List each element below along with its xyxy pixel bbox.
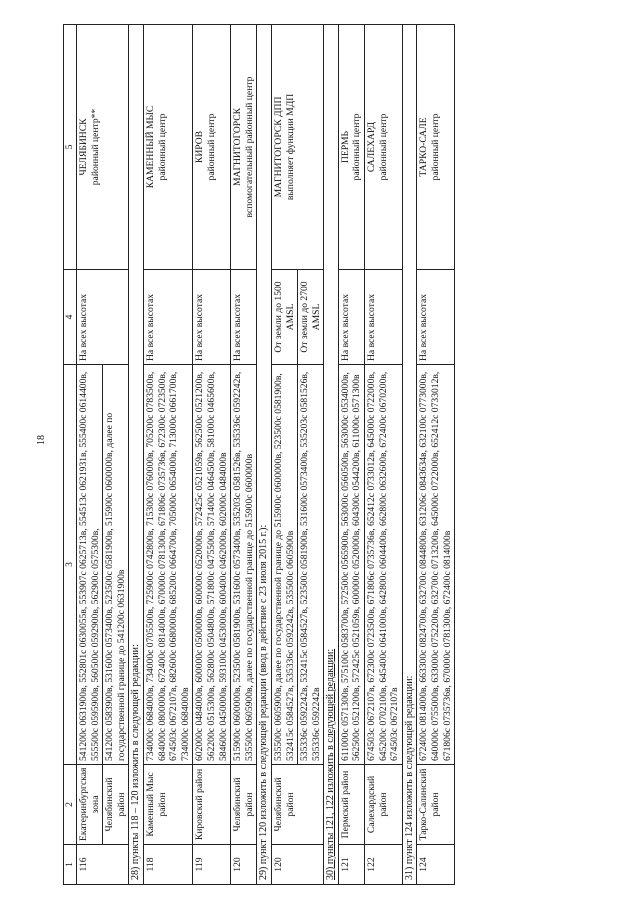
center-name: МАГНИТОГОРСК ДПП: [272, 96, 284, 198]
section-31: 31) пункт 124 изложить в следующей редакции:: [402, 25, 417, 885]
table-row: [365, 25, 403, 885]
col-header-5: 5: [64, 25, 77, 270]
altitude: От земли до 2700 AMSL: [298, 270, 324, 365]
center: [338, 25, 364, 270]
altitude: На всех высотах: [143, 270, 192, 365]
center-type: районный центр: [377, 113, 389, 181]
col-header-1: 1: [64, 845, 77, 885]
district-name: Тарко-Салинский район: [417, 765, 455, 845]
rotated-document: [63, 25, 628, 885]
altitude: От земли до 1500 AMSL: [271, 270, 297, 365]
col-header-3: 3: [64, 365, 77, 765]
center: [143, 25, 192, 270]
center-type: районный центр: [430, 113, 442, 181]
center: [231, 25, 257, 270]
section-30: [324, 25, 339, 885]
row-number: 116: [77, 845, 129, 885]
altitude: На всех высотах: [231, 270, 257, 365]
center: [193, 25, 231, 270]
altitude: На всех высотах: [193, 270, 231, 365]
coordinates: 535500с 0605900в, далее по государственной границе до 515900с 0600000в, 523500с 0581900в, 532415с 0584527в, 535336с 0592242в, 535500с 0605900в: [271, 365, 297, 765]
coordinates: 535336с 0592242в, 532415с 0584527в, 523500с 0581900в, 531600с 0573400в, 535203с 0581526в, 535336с 0592242в: [298, 365, 324, 765]
center-name: КАМЕННЫЙ МЫС: [144, 105, 156, 189]
coordinates: 734000с 0684000в, 734000с 0705500в, 725900с 0742800в, 715300с 0760000в, 705200с 0783500в, 684000с 0800000в, 672400с 0814000в, 670000с 0781300в, 671806с 0735736в, 672300с 0723500в, 674503с 0672107в, 682600с 0680000в, 685200с 0664700в, 705000с 0654000в, 713000с 0661700в, 734000с 0684000в: [143, 365, 192, 765]
center-name: МАГНИТОГОРСК: [232, 108, 244, 187]
table-row: [143, 25, 192, 885]
center-name: ЧЕЛЯБИНСК: [78, 118, 89, 176]
altitude: На всех высотах: [417, 270, 455, 365]
altitude: На всех высотах: [365, 270, 403, 365]
coordinates: 541200с 0583900в, 531600с 0573400в, 523500с 0581900в, 515900с 0600000в, далее по государственной границе до 541200с 0631900в: [103, 365, 129, 765]
altitude: На всех высотах: [338, 270, 364, 365]
district-name: Каменный Мыс район: [143, 765, 192, 845]
row-number: 122: [365, 845, 403, 885]
row-number: 119: [193, 845, 231, 885]
center: [77, 25, 129, 270]
center-type: районный центр**: [89, 108, 101, 186]
row-number: 121: [338, 845, 364, 885]
table-row: [77, 25, 103, 885]
coordinates: 611000с 0571300в, 575100с 0583700в, 572500с 0565900в, 563000с 0560500в, 563000с 0534000в, 562500с 0521200в, 572425с 0521059в, 600000с 0520000в, 604300с 0544200в, 611000с 0571300в: [338, 365, 364, 765]
center-name: КИРОВ: [194, 130, 206, 164]
altitude: На всех высотах: [77, 270, 129, 365]
coordinates: 674503с 0672107в, 672300с 0723500в, 671806с 0735736в, 652412с 0733012в, 645000с 0722000в, 645200с 0702100в, 645400с 0641000в, 642800с 0604400в, 662800с 0632600в, 672400с 0670200в, 674503с 0672107в: [365, 365, 403, 765]
row-number: 120: [271, 845, 323, 885]
coordinates: 672400с 0814000в, 663300с 0824700в, 632700с 0844800в, 631206с 0843634в, 632100с 0773000в, 640000с 0755000в, 633000с 0752200в, 632700с 0713200в, 645000с 0722000в, 652412с 0733012в, 671806с 0735736в, 670000с 0781300в, 672400с 0814000в: [417, 365, 455, 765]
district-name: Челябинский район: [231, 765, 257, 845]
airspace-table: [63, 24, 455, 885]
section-heading: [324, 25, 339, 885]
district-name: Пермский район: [338, 765, 364, 845]
coordinates: 602000с 0484000в, 600000с 0500000в, 600000с 0520000в, 572425с 0521059в, 562500с 0521200в, 562200с 0515300в, 562800с 0504800в, 571800с 0475500в, 571400с 0464500в, 581000с 0465600в, 584600с 0450000в, 593100с 0453000в, 600400с 0462000в, 602000с 0484000в: [193, 365, 231, 765]
center-type: районный центр: [205, 113, 217, 181]
center-type: районный центр: [156, 113, 168, 181]
col-header-2: 2: [64, 765, 77, 845]
table-row: [231, 25, 257, 885]
table-row: [338, 25, 364, 885]
table-row: [193, 25, 231, 885]
section-heading: [129, 25, 144, 885]
district-name: Кировский район: [193, 765, 231, 845]
section-30-text: 30) пункты 121, 122 изложить в следующей редакции:: [325, 648, 337, 880]
district-name: Челябинский район: [271, 765, 323, 845]
row-number: 118: [143, 845, 192, 885]
center: [271, 25, 323, 270]
table-row: [271, 25, 297, 885]
district-name: Челябинский район: [103, 765, 129, 845]
section-29: 29) пункт 120 изложить в следующей редакции (ввод в действие с 23 июля 2015 г.):: [257, 25, 272, 885]
table-row: [417, 25, 455, 885]
header-row: [64, 25, 77, 885]
section-heading: [257, 25, 272, 885]
center-name: САЛЕХАРД: [366, 121, 378, 173]
center: [417, 25, 455, 270]
center-name: ТАРКО-САЛЕ: [418, 117, 430, 177]
coordinates: 515900с 0600000в, 523500с 0581900в, 531600с 0573400в, 535203с 0581526в, 535336с 0592242в, 535500с 0605900в, далее по государственной границе до 515900с 0600000в: [231, 365, 257, 765]
col-header-4: 4: [64, 270, 77, 365]
coordinates: 541200с 0631900в, 552801с 0630055в, 553907с 0625713в, 554513с 0621931в, 555400с 0614400в, 555500с 0595900в, 560500с 0592900в, 562900с 0575300в,: [77, 365, 103, 765]
center-type: районный центр: [351, 113, 363, 181]
center-type: выполняет функции МДП: [284, 93, 296, 201]
center-type: вспомогательный районный центр: [243, 76, 255, 218]
center-name: ПЕРМЬ: [339, 130, 351, 164]
district-name: Салехардский район: [365, 765, 403, 845]
section-28: 28) пункты 118 – 120 изложить в следующей редакции:: [129, 25, 144, 885]
row-number: 124: [417, 845, 455, 885]
zone-name: Екатеринбургская зона: [77, 765, 103, 845]
row-number: 120: [231, 845, 257, 885]
center: [365, 25, 403, 270]
page-number: 18: [36, 435, 47, 445]
section-heading: [402, 25, 417, 885]
